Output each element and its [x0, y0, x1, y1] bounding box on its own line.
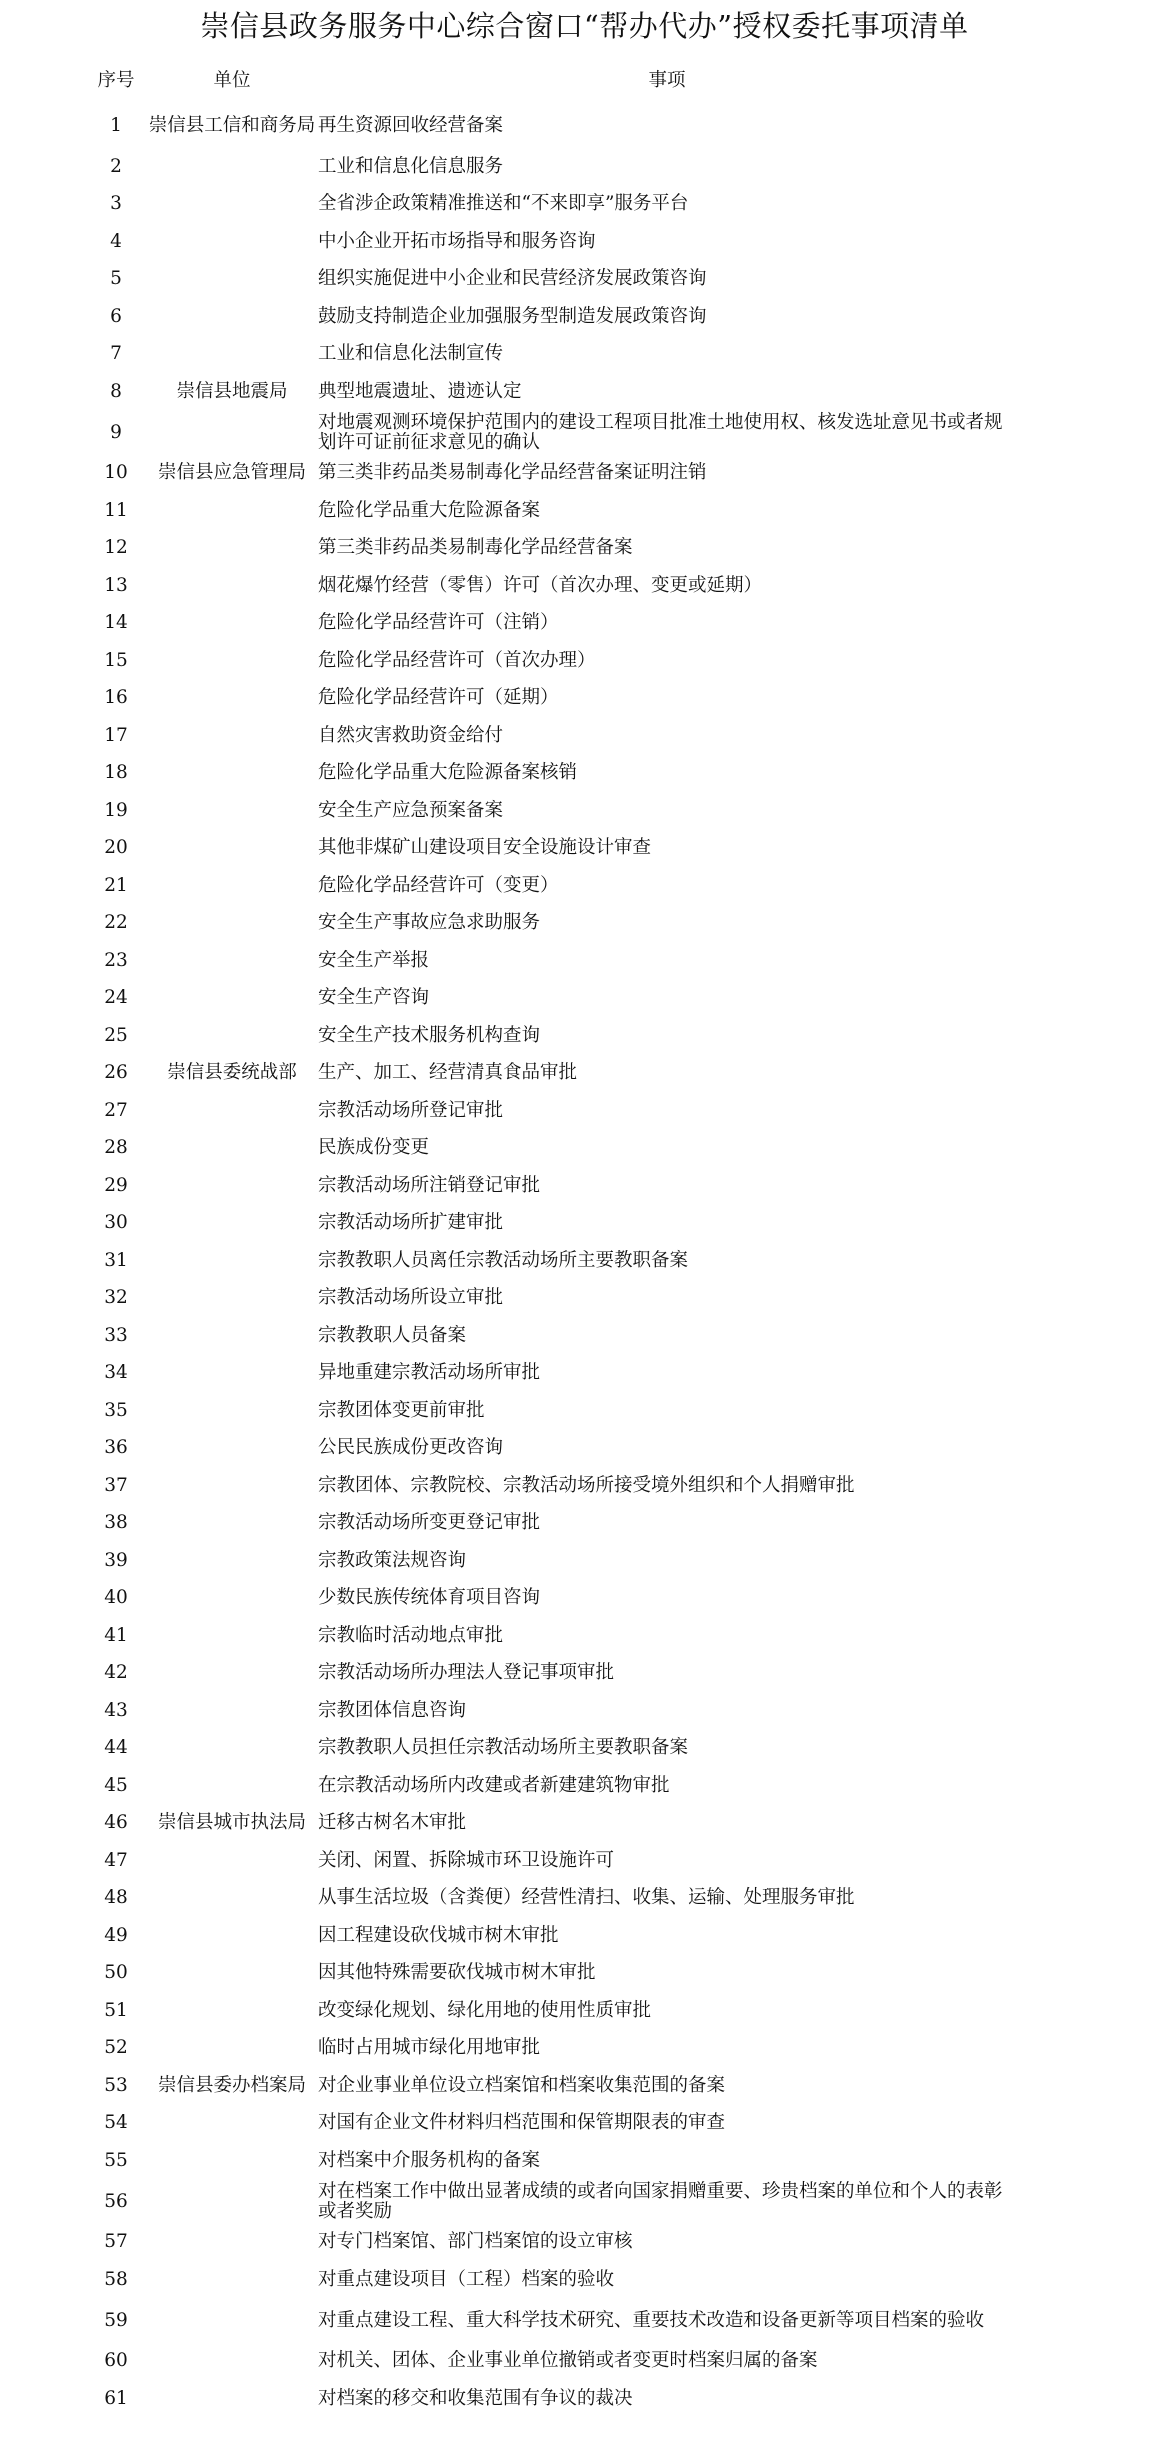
- row-unit: [146, 530, 318, 568]
- row-seq: 33: [104, 1324, 128, 1346]
- row-unit: 崇信县应急管理局: [157, 462, 306, 484]
- table-row: [86, 2224, 1016, 2262]
- table-row: [86, 1205, 1016, 1243]
- row-item: 因其他特殊需要砍伐城市树木审批: [318, 1962, 596, 1984]
- row-seq: 50: [104, 1962, 128, 1984]
- row-unit: [146, 186, 318, 224]
- row-item: 临时占用城市绿化用地审批: [318, 2037, 541, 2059]
- row-item: 公民民族成份更改咨询: [318, 1437, 504, 1459]
- table-row: [86, 1730, 1016, 1768]
- table-row: [86, 2261, 1016, 2299]
- table-row: [86, 867, 1016, 905]
- row-item: 宗教教职人员备案: [318, 1324, 467, 1346]
- row-unit: [146, 1842, 318, 1880]
- row-unit: 崇信县委办档案局: [157, 2074, 306, 2096]
- row-item: 第三类非药品类易制毒化学品经营备案证明注销: [318, 462, 707, 484]
- row-item: 对国有企业文件材料归档范围和保管期限表的审查: [318, 2112, 726, 2134]
- row-seq: 44: [104, 1737, 128, 1759]
- row-item: 宗教活动场所注销登记审批: [318, 1174, 541, 1196]
- row-item: 异地重建宗教活动场所审批: [318, 1362, 541, 1384]
- row-seq: 9: [110, 421, 122, 443]
- row-seq: 52: [104, 2037, 128, 2059]
- table-body: [86, 104, 1016, 2418]
- row-item: 宗教活动场所变更登记审批: [318, 1512, 541, 1534]
- row-seq: 60: [104, 2350, 128, 2372]
- row-seq: 61: [104, 2387, 128, 2409]
- table-row: [86, 148, 1016, 186]
- table-row: [86, 980, 1016, 1018]
- row-item: 对企业事业单位设立档案馆和档案收集范围的备案: [318, 2074, 726, 2096]
- row-seq: 21: [104, 874, 128, 896]
- row-seq: 31: [104, 1249, 128, 1271]
- table-row: [86, 642, 1016, 680]
- table-row: [86, 2105, 1016, 2143]
- row-item: 从事生活垃圾（含粪便）经营性清扫、收集、运输、处理服务审批: [318, 1887, 855, 1909]
- row-seq: 14: [104, 612, 128, 634]
- row-item: 宗教政策法规咨询: [318, 1549, 467, 1571]
- row-unit: [146, 2142, 318, 2180]
- row-unit: 崇信县工信和商务局: [148, 115, 316, 136]
- table-row: [86, 1130, 1016, 1168]
- row-seq: 46: [104, 1812, 128, 1834]
- row-item: 对重点建设工程、重大科学技术研究、重要技术改造和设备更新等项目档案的验收: [318, 2309, 985, 2331]
- table-row: [86, 1880, 1016, 1918]
- row-item: 中小企业开拓市场指导和服务咨询: [318, 230, 596, 252]
- column-header-unit: 单位: [213, 70, 251, 91]
- table-row: [86, 1055, 1016, 1093]
- row-seq: 53: [104, 2074, 128, 2096]
- table-row: [86, 1955, 1016, 1993]
- table-row: [86, 298, 1016, 336]
- row-seq: 34: [104, 1362, 128, 1384]
- row-unit: [146, 2030, 318, 2068]
- row-seq: 47: [104, 1849, 128, 1871]
- row-unit: [146, 1317, 318, 1355]
- table-row: [86, 104, 1016, 148]
- row-unit: [146, 1505, 318, 1543]
- row-seq: 27: [104, 1099, 128, 1121]
- table-row: [86, 1692, 1016, 1730]
- row-item: 对重点建设项目（工程）档案的验收: [318, 2268, 615, 2290]
- table-row: [86, 2067, 1016, 2105]
- row-unit: [146, 1355, 318, 1393]
- row-unit: [146, 1617, 318, 1655]
- row-seq: 59: [104, 2309, 128, 2331]
- table-row: [86, 336, 1016, 374]
- row-item: 烟花爆竹经营（零售）许可（首次办理、变更或延期）: [318, 574, 763, 596]
- table-row: [86, 2030, 1016, 2068]
- row-unit: [146, 1580, 318, 1618]
- authorization-items-table: [86, 58, 1016, 2418]
- row-seq: 10: [104, 462, 128, 484]
- row-item: 组织实施促进中小企业和民营经济发展政策咨询: [318, 268, 707, 290]
- row-seq: 2: [110, 155, 122, 177]
- row-seq: 43: [104, 1699, 128, 1721]
- table-row: [86, 1280, 1016, 1318]
- row-unit: [146, 792, 318, 830]
- row-seq: 15: [104, 649, 128, 671]
- row-item: 对机关、团体、企业事业单位撤销或者变更时档案归属的备案: [318, 2350, 818, 2372]
- row-unit: [146, 2299, 318, 2343]
- row-unit: 崇信县地震局: [176, 380, 288, 402]
- row-unit: [146, 411, 318, 455]
- row-unit: [146, 1730, 318, 1768]
- row-unit: [146, 1092, 318, 1130]
- row-seq: 56: [104, 2190, 128, 2212]
- row-seq: 54: [104, 2112, 128, 2134]
- row-item: 危险化学品重大危险源备案: [318, 499, 541, 521]
- row-unit: [146, 642, 318, 680]
- row-unit: [146, 867, 318, 905]
- row-unit: [146, 830, 318, 868]
- row-seq: 35: [104, 1399, 128, 1421]
- row-seq: 49: [104, 1924, 128, 1946]
- table-row: [86, 830, 1016, 868]
- row-item: 改变绿化规划、绿化用地的使用性质审批: [318, 1999, 652, 2021]
- row-item: 宗教临时活动地点审批: [318, 1624, 504, 1646]
- row-item: 典型地震遗址、遗迹认定: [318, 380, 522, 402]
- table-row: [86, 1655, 1016, 1693]
- table-row: [86, 455, 1016, 493]
- row-item: 安全生产咨询: [318, 987, 430, 1009]
- row-item: 关闭、闲置、拆除城市环卫设施许可: [318, 1849, 615, 1871]
- row-item: 第三类非药品类易制毒化学品经营备案: [318, 537, 633, 559]
- table-row: [86, 1092, 1016, 1130]
- table-row: [86, 680, 1016, 718]
- row-seq: 58: [104, 2268, 128, 2290]
- row-item: 宗教活动场所登记审批: [318, 1099, 504, 1121]
- row-item: 危险化学品经营许可（变更）: [318, 874, 559, 896]
- table-row: [86, 2180, 1016, 2224]
- table-row: [86, 1617, 1016, 1655]
- row-item: 鼓励支持制造企业加强服务型制造发展政策咨询: [318, 305, 707, 327]
- row-item: 对档案中介服务机构的备案: [318, 2149, 541, 2171]
- row-item: 安全生产事故应急求助服务: [318, 912, 541, 934]
- row-item: 宗教团体变更前审批: [318, 1399, 485, 1421]
- row-item: 在宗教活动场所内改建或者新建建筑物审批: [318, 1774, 670, 1796]
- row-item: 宗教团体、宗教院校、宗教活动场所接受境外组织和个人捐赠审批: [318, 1474, 855, 1496]
- table-row: [86, 1805, 1016, 1843]
- row-item: 对专门档案馆、部门档案馆的设立审核: [318, 2231, 633, 2253]
- row-item: 少数民族传统体育项目咨询: [318, 1587, 541, 1609]
- table-row: [86, 373, 1016, 411]
- row-seq: 25: [104, 1024, 128, 1046]
- row-unit: [146, 1880, 318, 1918]
- row-unit: [146, 1280, 318, 1318]
- row-unit: [146, 2343, 318, 2381]
- table-row: [86, 186, 1016, 224]
- row-seq: 6: [110, 305, 122, 327]
- row-seq: 17: [104, 724, 128, 746]
- row-unit: [146, 567, 318, 605]
- row-item: 自然灾害救助资金给付: [318, 724, 504, 746]
- table-row: [86, 1917, 1016, 1955]
- row-unit: [146, 1205, 318, 1243]
- row-unit: [146, 492, 318, 530]
- row-item: 宗教活动场所扩建审批: [318, 1212, 504, 1234]
- row-seq: 30: [104, 1212, 128, 1234]
- row-item: 工业和信息化法制宣传: [318, 343, 504, 365]
- row-seq: 16: [104, 687, 128, 709]
- row-item: 迁移古树名木审批: [318, 1812, 467, 1834]
- row-item: 对在档案工作中做出显著成绩的或者向国家捐赠重要、珍贵档案的单位和个人的表彰或者奖励: [318, 2180, 1003, 2222]
- table-row: [86, 1992, 1016, 2030]
- row-seq: 45: [104, 1774, 128, 1796]
- row-item: 安全生产举报: [318, 949, 430, 971]
- row-unit: [146, 1430, 318, 1468]
- row-seq: 38: [104, 1512, 128, 1534]
- row-item: 全省涉企政策精准推送和“不来即享”服务平台: [318, 193, 689, 215]
- table-row: [86, 1542, 1016, 1580]
- row-item: 对档案的移交和收集范围有争议的裁决: [318, 2387, 633, 2409]
- row-item: 工业和信息化信息服务: [318, 155, 504, 177]
- row-item: 危险化学品经营许可（注销）: [318, 612, 559, 634]
- row-item: 民族成份变更: [318, 1137, 430, 1159]
- row-unit: [146, 1655, 318, 1693]
- row-unit: 崇信县委统战部: [167, 1062, 297, 1084]
- row-seq: 19: [104, 799, 128, 821]
- row-seq: 37: [104, 1474, 128, 1496]
- row-unit: [146, 148, 318, 186]
- table-row: [86, 2142, 1016, 2180]
- row-seq: 12: [104, 537, 128, 559]
- row-unit: [146, 2261, 318, 2299]
- row-unit: [146, 905, 318, 943]
- table-row: [86, 792, 1016, 830]
- row-unit: [146, 1392, 318, 1430]
- row-unit: [146, 1242, 318, 1280]
- row-item: 危险化学品经营许可（首次办理）: [318, 649, 596, 671]
- row-seq: 1: [110, 115, 122, 136]
- row-unit: [146, 1767, 318, 1805]
- row-unit: [146, 2380, 318, 2418]
- row-unit: 崇信县城市执法局: [157, 1812, 306, 1834]
- table-row: [86, 1242, 1016, 1280]
- row-seq: 41: [104, 1624, 128, 1646]
- row-unit: [146, 2105, 318, 2143]
- row-unit: [146, 942, 318, 980]
- row-seq: 51: [104, 1999, 128, 2021]
- table-row: [86, 1317, 1016, 1355]
- row-seq: 29: [104, 1174, 128, 1196]
- page-title: 崇信县政务服务中心综合窗口“帮办代办”授权委托事项清单: [200, 9, 969, 43]
- row-unit: [146, 261, 318, 299]
- table-row: [86, 1505, 1016, 1543]
- column-header-item: 事项: [648, 70, 686, 91]
- row-item: 宗教团体信息咨询: [318, 1699, 467, 1721]
- table-row: [86, 1580, 1016, 1618]
- row-unit: [146, 2180, 318, 2224]
- table-row: [86, 261, 1016, 299]
- table-row: [86, 1767, 1016, 1805]
- table-row: [86, 755, 1016, 793]
- row-unit: [146, 1130, 318, 1168]
- row-unit: [146, 336, 318, 374]
- row-seq: 20: [104, 837, 128, 859]
- row-seq: 40: [104, 1587, 128, 1609]
- table-row: [86, 1167, 1016, 1205]
- row-item: 因工程建设砍伐城市树木审批: [318, 1924, 559, 1946]
- row-seq: 39: [104, 1549, 128, 1571]
- row-unit: [146, 980, 318, 1018]
- table-row: [86, 1355, 1016, 1393]
- row-unit: [146, 1017, 318, 1055]
- row-seq: 4: [110, 230, 122, 252]
- row-seq: 36: [104, 1437, 128, 1459]
- row-item: 安全生产技术服务机构查询: [318, 1024, 541, 1046]
- row-item: 宗教教职人员担任宗教活动场所主要教职备案: [318, 1737, 689, 1759]
- table-row: [86, 411, 1016, 455]
- table-row: [86, 1430, 1016, 1468]
- row-item: 危险化学品重大危险源备案核销: [318, 762, 578, 784]
- table-row: [86, 2343, 1016, 2381]
- row-unit: [146, 717, 318, 755]
- row-item: 再生资源回收经营备案: [318, 115, 504, 136]
- table-row: [86, 1392, 1016, 1430]
- row-seq: 32: [104, 1287, 128, 1309]
- row-seq: 48: [104, 1887, 128, 1909]
- table-header-row: [86, 58, 1016, 104]
- row-seq: 8: [110, 380, 122, 402]
- row-seq: 18: [104, 762, 128, 784]
- row-unit: [146, 605, 318, 643]
- table-row: [86, 605, 1016, 643]
- table-row: [86, 1017, 1016, 1055]
- row-seq: 7: [110, 343, 122, 365]
- table-row: [86, 1842, 1016, 1880]
- table-row: [86, 492, 1016, 530]
- table-row: [86, 905, 1016, 943]
- table-row: [86, 1467, 1016, 1505]
- row-seq: 3: [110, 193, 122, 215]
- column-header-seq: 序号: [97, 70, 135, 91]
- row-seq: 28: [104, 1137, 128, 1159]
- table-row: [86, 717, 1016, 755]
- row-unit: [146, 2224, 318, 2262]
- table-row: [86, 942, 1016, 980]
- row-seq: 11: [104, 499, 128, 521]
- row-seq: 24: [104, 987, 128, 1009]
- row-seq: 23: [104, 949, 128, 971]
- row-unit: [146, 1167, 318, 1205]
- row-unit: [146, 1917, 318, 1955]
- row-unit: [146, 1692, 318, 1730]
- table-row: [86, 223, 1016, 261]
- row-seq: 42: [104, 1662, 128, 1684]
- table-row: [86, 2299, 1016, 2343]
- table-row: [86, 2380, 1016, 2418]
- row-seq: 55: [104, 2149, 128, 2171]
- row-item: 生产、加工、经营清真食品审批: [318, 1062, 578, 1084]
- row-unit: [146, 755, 318, 793]
- row-unit: [146, 1542, 318, 1580]
- row-item: 危险化学品经营许可（延期）: [318, 687, 559, 709]
- row-unit: [146, 223, 318, 261]
- row-unit: [146, 1467, 318, 1505]
- row-item: 宗教活动场所设立审批: [318, 1287, 504, 1309]
- row-item: 对地震观测环境保护范围内的建设工程项目批准土地使用权、核发选址意见书或者规划许可证前征求意见的确认: [318, 411, 1003, 453]
- table-row: [86, 530, 1016, 568]
- row-item: 其他非煤矿山建设项目安全设施设计审查: [318, 837, 652, 859]
- row-seq: 13: [104, 574, 128, 596]
- row-item: 宗教活动场所办理法人登记事项审批: [318, 1662, 615, 1684]
- row-item: 安全生产应急预案备案: [318, 799, 504, 821]
- row-seq: 57: [104, 2231, 128, 2253]
- table-row: [86, 567, 1016, 605]
- row-unit: [146, 1992, 318, 2030]
- row-item: 宗教教职人员离任宗教活动场所主要教职备案: [318, 1249, 689, 1271]
- row-unit: [146, 680, 318, 718]
- row-seq: 26: [104, 1062, 128, 1084]
- row-unit: [146, 1955, 318, 1993]
- row-seq: 5: [110, 268, 122, 290]
- row-unit: [146, 298, 318, 336]
- row-seq: 22: [104, 912, 128, 934]
